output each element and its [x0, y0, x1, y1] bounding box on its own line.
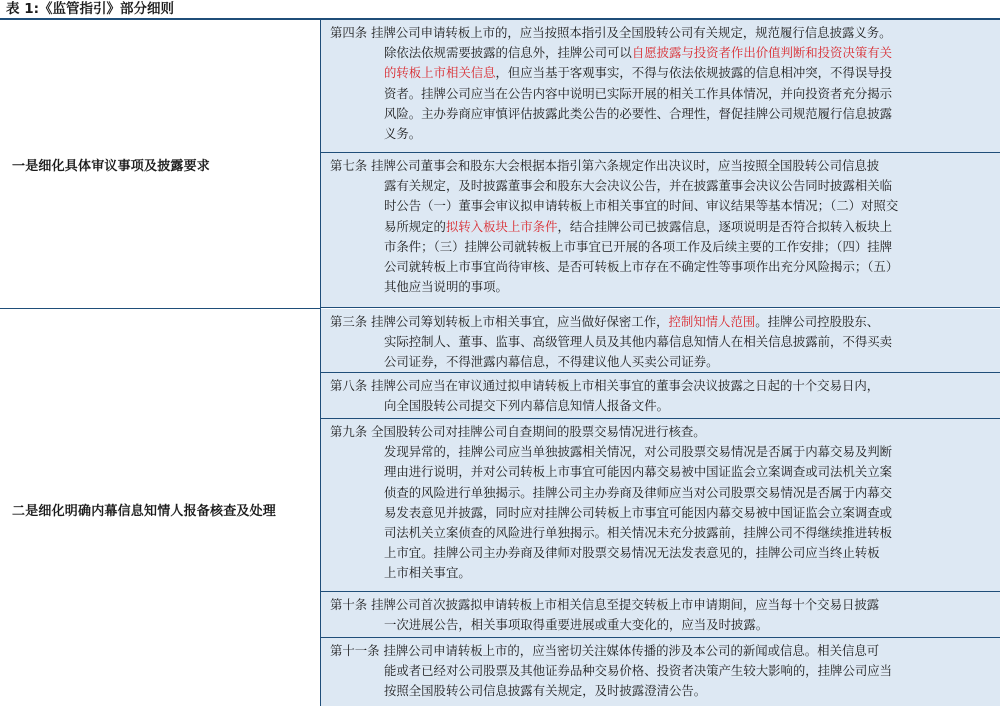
article-line: [330, 376, 992, 396]
article-text: 第四条 挂牌公司申请转板上市的，应当按照本指引及全国股转公司有关规定，规范履行信息披露义务。: [330, 25, 892, 40]
article-text: 第七条 挂牌公司董事会和股东大会根据本指引第六条规定作出决议时，应当按照全国股转公司信息披: [330, 158, 880, 173]
article-line: [330, 257, 992, 277]
article-line: [330, 422, 992, 442]
article-text: 理由进行说明，并对公司转板上市事宜可能因内幕交易被中国证监会立案调查或司法机关立案: [384, 464, 893, 480]
highlighted-text: 拟转入板块上市条件: [445, 218, 558, 234]
highlighted-text: 自愿披露与投资者作出价值判断和投资决策有关: [631, 45, 893, 61]
article-text: 易发表意见并披露，同时应对挂牌公司转板上市事宜可能因内幕交易被中国证监会立案调查或: [384, 504, 893, 520]
article-text: 资者。挂牌公司应当在公告内容中说明已实际开展的相关工作具体情况，并向投资者充分揭示: [384, 85, 893, 101]
article-text: 义务。: [384, 126, 422, 142]
article-text: 易所规定的: [384, 218, 446, 234]
article-line: [330, 352, 992, 372]
article-cell: [321, 592, 1000, 638]
article-line: [330, 615, 992, 635]
article-text: 发现异常的，挂牌公司应当单独披露相关情况，对公司股票交易情况是否属于内幕交易及判断: [384, 444, 893, 460]
article-text: ，结合挂牌公司已披露信息，逐项说明是否符合拟转入板块上: [557, 218, 893, 234]
article-text: ，但应当基于客观事实，不得与依法依规披露的信息相冲突，不得误导投: [495, 65, 893, 81]
article-text: 侦查的风险进行单独揭示。挂牌公司主办券商及律师应当对公司股票交易情况是否属于内幕交: [384, 484, 893, 500]
article-text: 。挂牌公司控股股东、: [755, 314, 880, 329]
article-line: [330, 523, 992, 543]
article-text: 除依法依规需要披露的信息外，挂牌公司可以: [384, 45, 632, 61]
article-text: 风险。主办券商应审慎评估披露此类公告的必要性、合理性，督促挂牌公司规范履行信息披露: [384, 105, 893, 121]
article-line: [330, 641, 992, 661]
article-line: [330, 237, 992, 257]
article-line: [330, 104, 992, 124]
table-section: [0, 20, 1000, 308]
article-line: [330, 442, 992, 462]
article-text: 能或者已经对公司股票及其他证券品种交易价格、投资者决策产生较大影响的，挂牌公司应当: [384, 663, 893, 679]
section-label-text: 二是细化明确内幕信息知情人报备核查及处理: [12, 503, 277, 519]
article-cell: [321, 373, 1000, 419]
article-cell: [321, 153, 1000, 308]
article-text: 第九条 全国股转公司对挂牌公司自查期间的股票交易情况进行核查。: [330, 424, 706, 439]
article-text: 按照全国股转公司信息披露有关规定，及时披露澄清公告。: [384, 683, 707, 699]
table-section: [0, 309, 1000, 706]
highlighted-text: 控制知情人范围: [668, 314, 756, 329]
article-cell: [321, 20, 1000, 153]
article-cell: [321, 309, 1000, 373]
article-line: [330, 312, 992, 332]
article-text: 公司证券，不得泄露内幕信息，不得建议他人买卖公司证券。: [384, 354, 719, 370]
table-title: 表 1:《监管指引》部分细则: [6, 1, 174, 17]
article-text: 司法机关立案侦查的风险进行单独揭示。相关情况未充分披露前，挂牌公司不得继续推进转板: [384, 525, 893, 541]
article-cell: [321, 638, 1000, 706]
highlighted-text: 的转板上市相关信息: [384, 65, 496, 81]
article-line: [330, 332, 992, 352]
section-label: [0, 309, 321, 706]
article-line: [330, 462, 992, 482]
article-text: 上市宜。挂牌公司主办券商及律师对股票交易情况无法发表意见的，挂牌公司应当终止转板: [384, 545, 880, 561]
article-text: 上市相关事宜。: [384, 565, 471, 581]
article-text: 实际控制人、董事、监事、高级管理人员及其他内幕信息知情人在相关信息披露前，不得买卖: [384, 334, 893, 350]
article-line: [330, 595, 992, 615]
article-line: [330, 84, 992, 104]
article-line: [330, 43, 992, 63]
article-line: [330, 63, 992, 83]
article-text: 第十条 挂牌公司首次披露拟申请转板上市相关信息至提交转板上市申请期间，应当每十个交易日披露: [330, 597, 880, 612]
article-line: [330, 277, 992, 297]
article-text: 时公告（一）董事会审议拟申请转板上市相关事宜的时间、审议结果等基本情况；（二）对照交: [384, 198, 899, 214]
article-line: [330, 176, 992, 196]
article-line: [330, 196, 992, 216]
article-text: 第三条 挂牌公司筹划转板上市相关事宜，应当做好保密工作，: [330, 314, 669, 329]
article-line: [330, 156, 992, 176]
article-cell: [321, 419, 1000, 592]
article-line: [330, 217, 992, 237]
article-text: 第八条 挂牌公司应当在审议通过拟申请转板上市相关事宜的董事会决议披露之日起的十个交易日内，: [330, 378, 880, 393]
section-label-text: 一是细化具体审议事项及披露要求: [12, 158, 211, 174]
article-line: [330, 396, 992, 416]
article-line: [330, 563, 992, 583]
article-line: [330, 483, 992, 503]
article-text: 第十一条 挂牌公司申请转板上市的，应当密切关注媒体传播的涉及本公司的新闻或信息。相关信息可: [330, 643, 880, 658]
article-text: 市条件；（三）挂牌公司就转板上市事宜已开展的各项工作及后续主要的工作安排；（四）挂牌: [384, 238, 893, 254]
section-label: [0, 20, 321, 308]
article-line: [330, 23, 992, 43]
article-line: [330, 543, 992, 563]
article-text: 一次进展公告，相关事项取得重要进展或重大变化的，应当及时披露。: [384, 617, 769, 633]
regulation-table: [0, 18, 1000, 706]
article-text: 向全国股转公司提交下列内幕信息知情人报备文件。: [384, 398, 669, 414]
article-line: [330, 503, 992, 523]
article-text: 其他应当说明的事项。: [384, 279, 508, 295]
article-line: [330, 681, 992, 701]
article-line: [330, 124, 992, 144]
article-text: 露有关规定，及时披露董事会和股东大会决议公告，并在披露董事会决议公告同时披露相关临: [384, 178, 893, 194]
article-line: [330, 661, 992, 681]
article-text: 公司就转板上市事宜尚待审核、是否可转板上市存在不确定性等事项作出充分风险揭示；（五）: [384, 259, 899, 275]
